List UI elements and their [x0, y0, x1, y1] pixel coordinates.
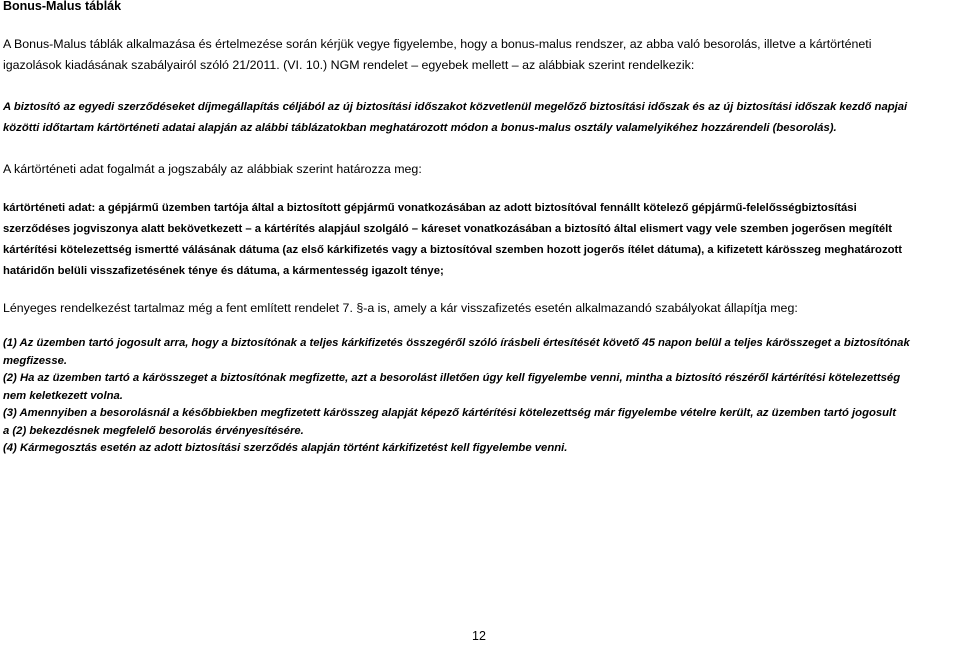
definition-line: kártérítési kötelezettség ismertté válásának dátuma (az első kárkifizetés vagy a biztosítóval szemben hozott jogerős ítélet dátuma), a kifizetett kárösszeg meghatározott [3, 244, 903, 256]
intro-line: A Bonus-Malus táblák alkalmazása és értelmezése során kérjük vegye figyelembe, hogy a bonus-malus rendszer, az abba való besorolás, illetve a kártörténeti [3, 37, 872, 51]
classification-line: közötti időtartam kártörténeti adatai alapján az alábbi táblázatokban meghatározott módon a bonus-malus osztály valamelyikéhez hozzárendeli (besorolás). [3, 122, 837, 134]
definition-intro [3, 159, 957, 180]
regulation-intro [3, 298, 957, 319]
rule-line: (3) Amennyiben a besorolásnál a későbbiekben megfizetett kárösszeg alapját képező kártérítési kötelezettség már figyelembe vételre került, az üzemben tartó jogosult [3, 407, 896, 419]
rules-list [3, 335, 957, 458]
classification-line: A biztosító az egyedi szerződéseket díjmegállapítás céljából az új biztosítási időszakot közvetlenül megelőző biztosítási időszak és az új biztosítási időszak kezdő napjai [3, 101, 908, 113]
page-title: Bonus-Malus táblák [3, 0, 122, 13]
rule-line: (1) Az üzemben tartó jogosult arra, hogy a biztosítónak a teljes kárkifizetés összegéről szóló írásbeli értesítését követő 45 napon belül a teljes kárösszeget a biztosítónak [3, 337, 910, 349]
rule-line: (4) Kármegosztás esetén az adott biztosítási szerződés alapján történt kárkifizetést kell figyelembe venni. [3, 442, 568, 454]
rule-line: megfizesse. [3, 354, 68, 367]
definition-intro-line: A kártörténeti adat fogalmát a jogszabály az alábbiak szerint határozza meg: [3, 162, 422, 176]
intro-line: igazolások kiadásának szabályairól szóló 21/2011. (VI. 10.) NGM rendelet – egyebek mellett – az alábbiak szerint rendelkezik: [3, 58, 695, 72]
definition-line: szerződéses jogviszonya alatt bekövetkezett – a kártérítés alapjául szolgáló – káreset vonatkozásában a biztosító által elismert vagy vele szemben jogerősen megítélt [3, 223, 893, 235]
intro-paragraph [3, 34, 957, 76]
definition-paragraph [3, 198, 957, 282]
rule-line: (2) Ha az üzemben tartó a kárösszeget a biztosítónak megfizette, azt a besorolást illetően úgy kell figyelembe venni, mintha a biztosító részéről kártérítési kötelezettség [3, 372, 901, 384]
definition-line: határidőn belüli visszafizetésének ténye és dátuma, a kármentesség igazolt ténye; [3, 265, 444, 277]
rule-line: nem keletkezett volna. [3, 389, 123, 402]
classification-paragraph [3, 97, 957, 139]
definition-line: kártörténeti adat: a gépjármű üzemben tartója által a biztosított gépjármű vonatkozásában az adott biztosítóval fennállt kötelező gépjármű-felelősségbiztosítási [3, 202, 857, 214]
regulation-intro-line: Lényeges rendelkezést tartalmaz még a fent említett rendelet 7. §-a is, amely a kár visszafizetés esetén alkalmazandó szabályokat állapítja meg: [3, 301, 798, 315]
rule-line: a (2) bekezdésnek megfelelő besorolás érvényesítésére. [3, 424, 304, 437]
page-number: 12 [472, 629, 486, 643]
